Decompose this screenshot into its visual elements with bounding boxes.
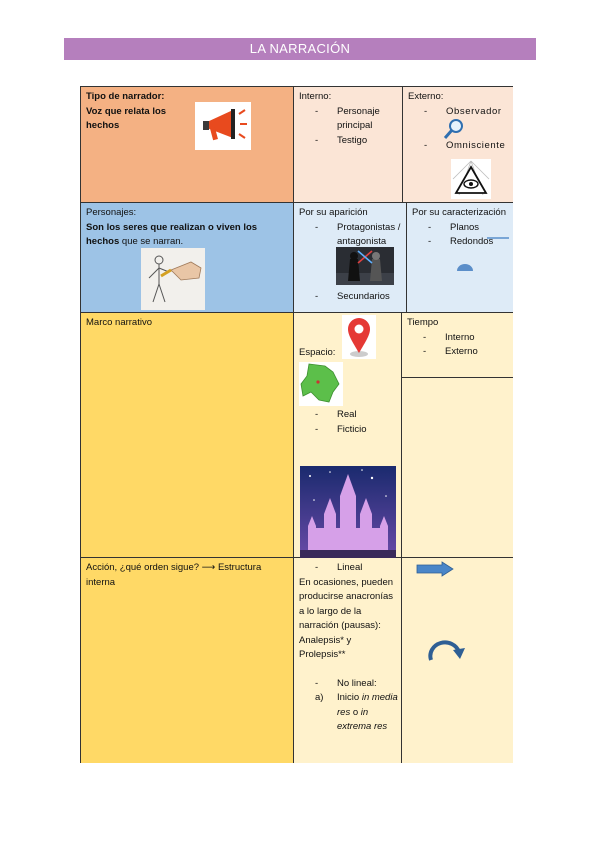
- eye-pyramid-icon: [451, 159, 491, 199]
- marco-label: Marco narrativo: [86, 317, 152, 328]
- narration-table: [80, 86, 513, 763]
- straight-arrow-icon: [416, 561, 454, 577]
- sub-marker: a): [315, 692, 324, 703]
- round-arc-icon: [455, 262, 475, 272]
- personajes-label: Personajes:: [86, 207, 137, 218]
- page-title: LA NARRACIÓN: [64, 38, 536, 60]
- caracterizacion-label: Por su caracterización: [412, 207, 506, 218]
- personajes-desc: [86, 221, 288, 250]
- accion-main-cell: [81, 558, 294, 763]
- anacronias-text: En ocasiones, pueden producirse anacronías a lo largo de la narración (pausas): Analepsis* y Prolepsis**: [299, 576, 394, 660]
- drawing-hand-image: [141, 248, 205, 310]
- list-item: - Ficticio: [299, 423, 367, 438]
- aparicion-list: [299, 221, 401, 250]
- tiempo-cell: [402, 313, 513, 378]
- narrador-externo-cell: [403, 87, 513, 203]
- castle-image: [300, 466, 396, 558]
- arrows-cell: [402, 558, 513, 763]
- interno-label: Interno:: [299, 91, 332, 102]
- narrador-interno-cell: [294, 87, 403, 203]
- list-item: - Redondos: [412, 235, 508, 250]
- list-item: - Secundarios: [299, 290, 390, 305]
- personajes-main-cell: [81, 203, 294, 313]
- marco-main-cell: [81, 313, 294, 558]
- region-map-image: [299, 362, 343, 406]
- externo-label: Externo:: [408, 91, 444, 102]
- list-item: - Protagonistas / antagonista: [299, 221, 401, 250]
- narrador-desc: Voz que relata los hechos: [86, 105, 167, 131]
- orden-cell: [294, 558, 402, 763]
- personajes-desc-bold: Son los seres que realizan o viven los hechos: [86, 221, 258, 247]
- espacio-cell: [294, 313, 402, 558]
- externo-list-2: [408, 139, 505, 154]
- inicio-item: [299, 691, 399, 735]
- interno-list: [299, 105, 397, 149]
- no-lineal-list: [299, 677, 396, 692]
- accion-label-a: Acción, ¿qué orden sigue?: [86, 562, 200, 573]
- list-item: - Interno: [407, 331, 508, 346]
- caracterizacion-cell: [407, 203, 513, 313]
- o-text: o: [350, 706, 359, 718]
- aparicion-list-2: [299, 290, 390, 305]
- right-arrow-icon: ⟶: [201, 562, 216, 573]
- list-item: - Planos: [412, 221, 508, 236]
- aparicion-cell: [294, 203, 407, 313]
- espacio-list: [299, 408, 367, 437]
- list-item: - Real: [299, 408, 367, 423]
- list-item: - Testigo: [299, 134, 397, 149]
- megaphone-icon: [195, 102, 251, 150]
- list-item: - Observador: [408, 105, 508, 120]
- magnifier-icon: [443, 118, 465, 140]
- list-item: - Omnisciente: [408, 139, 505, 154]
- marco-empty-cell: [402, 378, 513, 558]
- list-item: - No lineal:: [299, 677, 396, 692]
- aparicion-label: Por su aparición: [299, 207, 368, 218]
- accion-label: [86, 561, 286, 590]
- tiempo-list: [407, 331, 508, 360]
- extrema-res-text: in extrema res: [337, 706, 388, 732]
- map-pin-icon: [342, 315, 376, 359]
- list-item: - Externo: [407, 345, 508, 360]
- accion-label-b: Estructura interna: [86, 562, 262, 588]
- caracterizacion-list: [412, 221, 508, 250]
- personajes-desc-rest: que se narran.: [119, 236, 184, 247]
- media-res-text: in media res: [337, 692, 398, 718]
- externo-list: [408, 105, 508, 120]
- inicio-text: Inicio: [337, 692, 362, 703]
- narrador-label: Tipo de narrador:: [86, 91, 165, 102]
- duel-image: [336, 247, 394, 285]
- list-item: - Personaje principal: [299, 105, 397, 134]
- espacio-label: Espacio:: [299, 347, 336, 358]
- curved-arrow-icon: [427, 640, 467, 662]
- list-item: - Lineal: [299, 561, 396, 576]
- lineal-list: [299, 561, 396, 576]
- tiempo-label: Tiempo: [407, 317, 439, 328]
- flat-line-icon: [487, 236, 509, 240]
- narrador-main-cell: [81, 87, 294, 203]
